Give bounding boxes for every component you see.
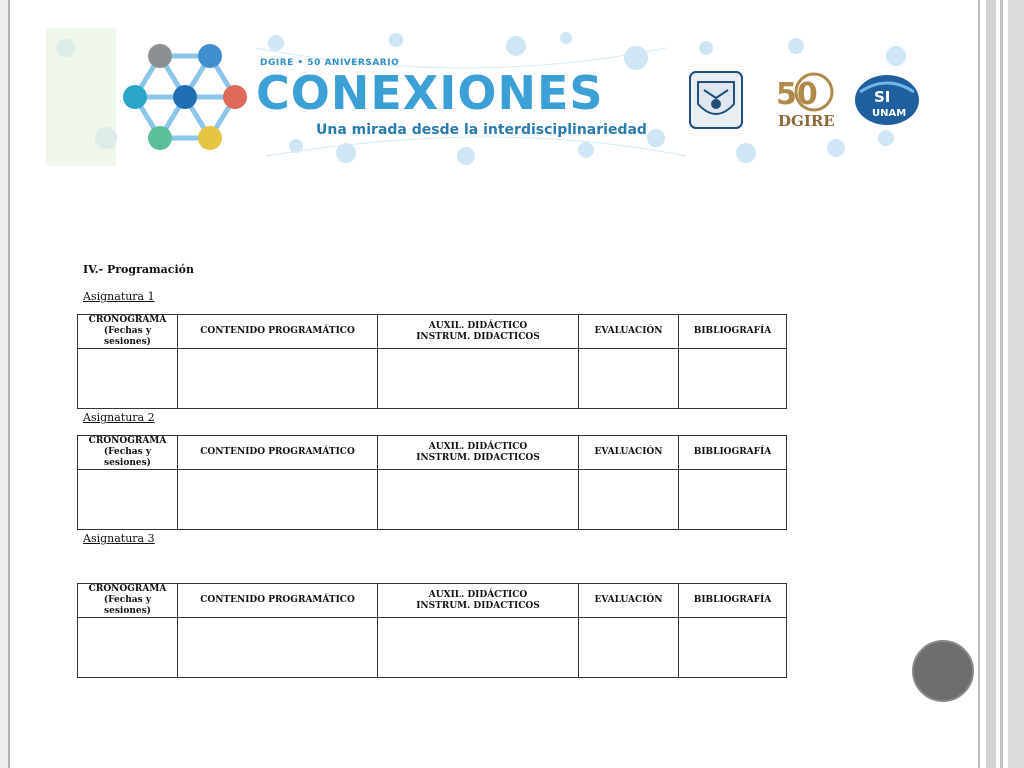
cell-cronograma[interactable]	[78, 470, 178, 530]
section-title: IV.- Programación	[83, 263, 194, 276]
header-cronograma: CRONOGRAMA (Fechas y sesiones)	[78, 315, 178, 349]
header-bibliografia: BIBLIOGRAFÍA	[679, 436, 787, 470]
subject-label-1: Asignatura 1	[83, 290, 155, 303]
cell-cronograma[interactable]	[78, 349, 178, 409]
cell-evaluacion[interactable]	[579, 349, 679, 409]
table-header-row	[78, 315, 787, 349]
cell-contenido[interactable]	[178, 618, 378, 678]
header-evaluacion: EVALUACIÓN	[579, 584, 679, 618]
table-row	[78, 349, 787, 409]
cell-bibliografia[interactable]	[679, 618, 787, 678]
cell-evaluacion[interactable]	[579, 470, 679, 530]
program-table-1	[77, 314, 787, 409]
header-bibliografia: BIBLIOGRAFÍA	[679, 584, 787, 618]
header-banner	[46, 28, 920, 166]
table-row	[78, 470, 787, 530]
cell-bibliografia[interactable]	[679, 470, 787, 530]
unam-crest-icon	[684, 68, 748, 132]
banner-tagline: DGIRE • 50 ANIVERSARIO	[260, 58, 400, 68]
program-table-2	[77, 435, 787, 530]
header-auxil: AUXIL. DIDÁCTICO INSTRUM. DIDACTICOS	[378, 315, 579, 349]
banner-subtitle: Una mirada desde la interdisciplinariedad	[316, 122, 647, 138]
header-cronograma: CRONOGRAMA (Fechas y sesiones)	[78, 436, 178, 470]
unam-label: UNAM	[872, 108, 907, 119]
cell-auxil[interactable]	[378, 349, 579, 409]
slide-nav-button[interactable]	[912, 640, 974, 702]
header-evaluacion: EVALUACIÓN	[579, 436, 679, 470]
header-bibliografia: BIBLIOGRAFÍA	[679, 315, 787, 349]
header-contenido: CONTENIDO PROGRAMÁTICO	[178, 436, 378, 470]
dgire-50-logo	[762, 66, 842, 132]
subject-label-3: Asignatura 3	[83, 532, 155, 545]
header-cronograma: CRONOGRAMA (Fechas y sesiones)	[78, 584, 178, 618]
table-header-row	[78, 436, 787, 470]
table-row	[78, 618, 787, 678]
dgire-number: 50	[776, 77, 818, 112]
banner-title: CONEXIONES	[256, 66, 604, 120]
header-auxil: AUXIL. DIDÁCTICO INSTRUM. DIDACTICOS	[378, 436, 579, 470]
table-header-row	[78, 584, 787, 618]
header-contenido: CONTENIDO PROGRAMÁTICO	[178, 584, 378, 618]
si-label: SI	[874, 88, 891, 106]
cell-auxil[interactable]	[378, 618, 579, 678]
conexiones-logo-icon	[120, 36, 250, 158]
header-auxil: AUXIL. DIDÁCTICO INSTRUM. DIDACTICOS	[378, 584, 579, 618]
subject-label-2: Asignatura 2	[83, 411, 155, 424]
cell-contenido[interactable]	[178, 349, 378, 409]
header-contenido: CONTENIDO PROGRAMÁTICO	[178, 315, 378, 349]
program-table-3	[77, 583, 787, 678]
header-evaluacion: EVALUACIÓN	[579, 315, 679, 349]
slide-frame-left	[0, 0, 10, 768]
dgire-label: DGIRE	[778, 112, 835, 130]
cell-cronograma[interactable]	[78, 618, 178, 678]
cell-contenido[interactable]	[178, 470, 378, 530]
cell-auxil[interactable]	[378, 470, 579, 530]
slide-frame-right	[978, 0, 1024, 768]
cell-evaluacion[interactable]	[579, 618, 679, 678]
si-unam-logo	[852, 72, 920, 128]
cell-bibliografia[interactable]	[679, 349, 787, 409]
